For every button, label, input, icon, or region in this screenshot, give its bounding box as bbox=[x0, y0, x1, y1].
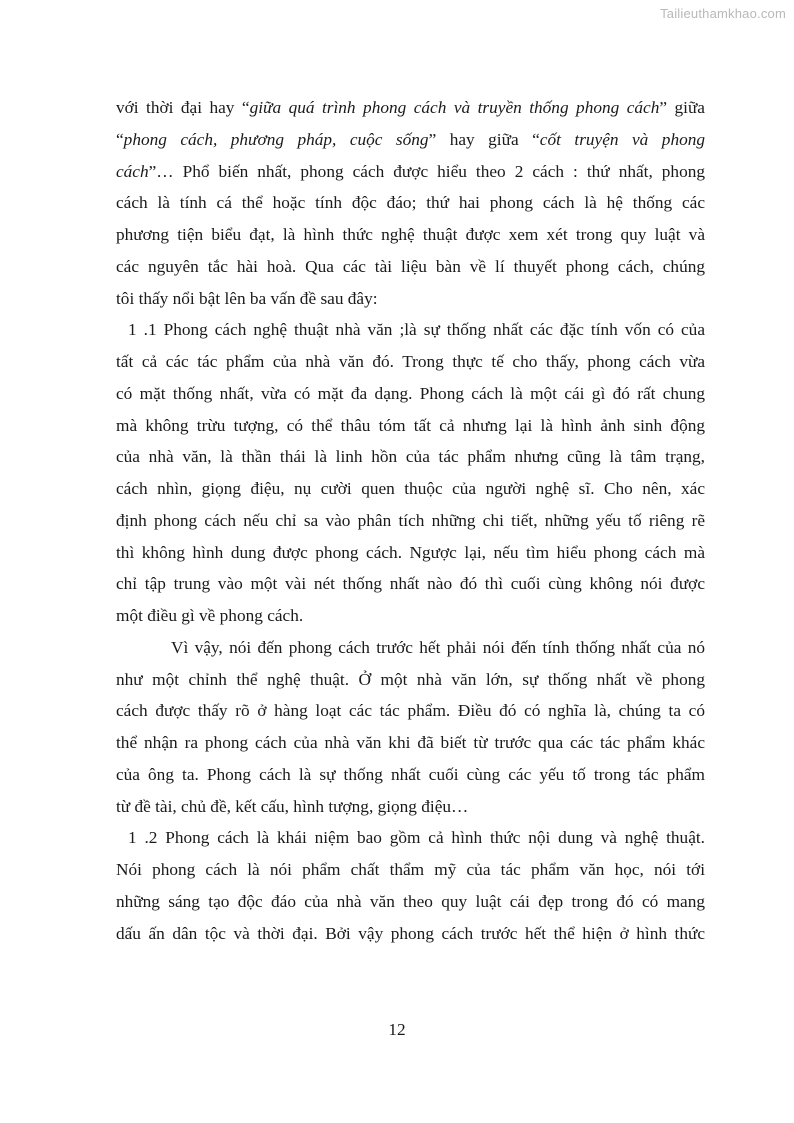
text-line bbox=[116, 918, 705, 950]
text-line bbox=[116, 568, 705, 600]
page-number: 12 bbox=[388, 1020, 406, 1039]
text-line bbox=[116, 156, 705, 188]
text-line bbox=[116, 346, 705, 378]
text-run: 1 .1 Phong cách nghệ thuật nhà văn ;là sự thống nhất các đặc tính vốn có của bbox=[128, 320, 705, 340]
text-line bbox=[116, 314, 705, 346]
text-line bbox=[116, 886, 705, 918]
text-run: từ đề tài, chủ đề, kết cấu, hình tượng, giọng điệu… bbox=[116, 796, 469, 816]
text-run: mà không trừu tượng, có thể thâu tóm tất cả nhưng lại là hình ảnh sinh động bbox=[116, 415, 705, 435]
paragraph bbox=[116, 314, 705, 632]
italic-text: phong cách, phương pháp, cuộc sống bbox=[123, 129, 429, 149]
text-line bbox=[116, 632, 705, 664]
italic-text: cách bbox=[116, 161, 149, 181]
text-run: tôi thấy nổi bật lên ba vấn đề sau đây: bbox=[116, 288, 378, 308]
text-run: của nhà văn, là thần thái là linh hồn của tác phẩm nhưng cũng là tâm trạng, bbox=[116, 447, 705, 467]
paragraph bbox=[116, 822, 705, 949]
text-line bbox=[116, 251, 705, 283]
italic-text: giữa quá trình phong cách và truyền thống phong cách bbox=[249, 98, 660, 117]
text-line bbox=[116, 441, 705, 473]
text-run: cách nhìn, giọng điệu, nụ cười quen thuộc của người nghệ sĩ. Cho nên, xác bbox=[116, 479, 705, 498]
text-run: như một chỉnh thể nghệ thuật. Ở một nhà văn lớn, sự thống nhất về phong bbox=[116, 669, 705, 689]
text-run: cách được thấy rõ ở hàng loạt các tác phẩm. Điều đó có nghĩa là, chúng ta có bbox=[116, 701, 705, 721]
text-run: dấu ấn dân tộc và thời đại. Bởi vậy phong cách trước hết thể hiện ở hình thức bbox=[116, 923, 705, 943]
text-line bbox=[116, 92, 705, 124]
text-run: Vì vậy, nói đến phong cách trước hết phải nói đến tính thống nhất của nó bbox=[171, 637, 705, 657]
text-run: tất cả các tác phẩm của nhà văn đó. Trong thực tế cho thấy, phong cách vừa bbox=[116, 352, 705, 371]
text-run: “ bbox=[116, 129, 124, 149]
text-run: ”… Phổ biến nhất, phong cách được hiểu theo 2 cách : thứ nhất, phong bbox=[148, 161, 705, 181]
text-line bbox=[116, 854, 705, 886]
document-body bbox=[116, 92, 705, 949]
paragraph bbox=[116, 632, 705, 823]
text-run: chỉ tập trung vào một vài nét thống nhất nào đó thì cuối cùng không nói được bbox=[116, 574, 705, 594]
text-line bbox=[116, 124, 705, 156]
text-line bbox=[116, 822, 705, 854]
text-run: ” hay giữa “ bbox=[428, 129, 540, 149]
text-run: thể nhận ra phong cách của nhà văn khi đã biết từ trước qua các tác phẩm khác bbox=[116, 733, 705, 752]
text-line bbox=[116, 187, 705, 219]
text-line bbox=[116, 283, 705, 315]
text-line bbox=[116, 600, 705, 632]
text-line bbox=[116, 759, 705, 791]
text-line bbox=[116, 537, 705, 569]
text-run: Nói phong cách là nói phẩm chất thẩm mỹ của tác phẩm văn học, nói tới bbox=[116, 860, 705, 879]
text-run: ” giữa bbox=[659, 98, 705, 117]
text-line bbox=[116, 505, 705, 537]
text-run: những sáng tạo độc đáo của nhà văn theo quy luật cái đẹp trong đó có mang bbox=[116, 891, 705, 911]
text-line bbox=[116, 410, 705, 442]
watermark: Tailieuthamkhao.com bbox=[660, 6, 786, 21]
text-run: của ông ta. Phong cách là sự thống nhất cuối cùng các yếu tố trong tác phẩm bbox=[116, 764, 705, 784]
text-line bbox=[116, 727, 705, 759]
text-run: với thời đại hay “ bbox=[116, 98, 250, 117]
text-line bbox=[116, 473, 705, 505]
text-run: một điều gì về phong cách. bbox=[116, 606, 304, 625]
text-run: 1 .2 Phong cách là khái niệm bao gồm cả hình thức nội dung và nghệ thuật. bbox=[128, 828, 705, 848]
text-line bbox=[116, 791, 705, 823]
text-run: cách là tính cá thể hoặc tính độc đáo; thứ hai phong cách là hệ thống các bbox=[116, 193, 705, 213]
text-line bbox=[116, 664, 705, 696]
paragraph bbox=[116, 92, 705, 314]
italic-text: cốt truyện và phong bbox=[539, 129, 706, 149]
text-run: có mặt thống nhất, vừa có mặt đa dạng. Phong cách là một cái gì đó rất chung bbox=[116, 383, 705, 403]
text-run: các nguyên tắc hài hoà. Qua các tài liệu bàn về lí thuyết phong cách, chúng bbox=[116, 256, 705, 276]
text-run: thì không hình dung được phong cách. Ngược lại, nếu tìm hiểu phong cách mà bbox=[116, 542, 705, 562]
text-line bbox=[116, 378, 705, 410]
text-run: định phong cách nếu chỉ sa vào phân tích những chi tiết, những yếu tố riêng rẽ bbox=[116, 510, 705, 530]
text-run: phương tiện biểu đạt, là hình thức nghệ thuật được xem xét trong quy luật và bbox=[116, 225, 705, 244]
text-line bbox=[116, 695, 705, 727]
text-line bbox=[116, 219, 705, 251]
